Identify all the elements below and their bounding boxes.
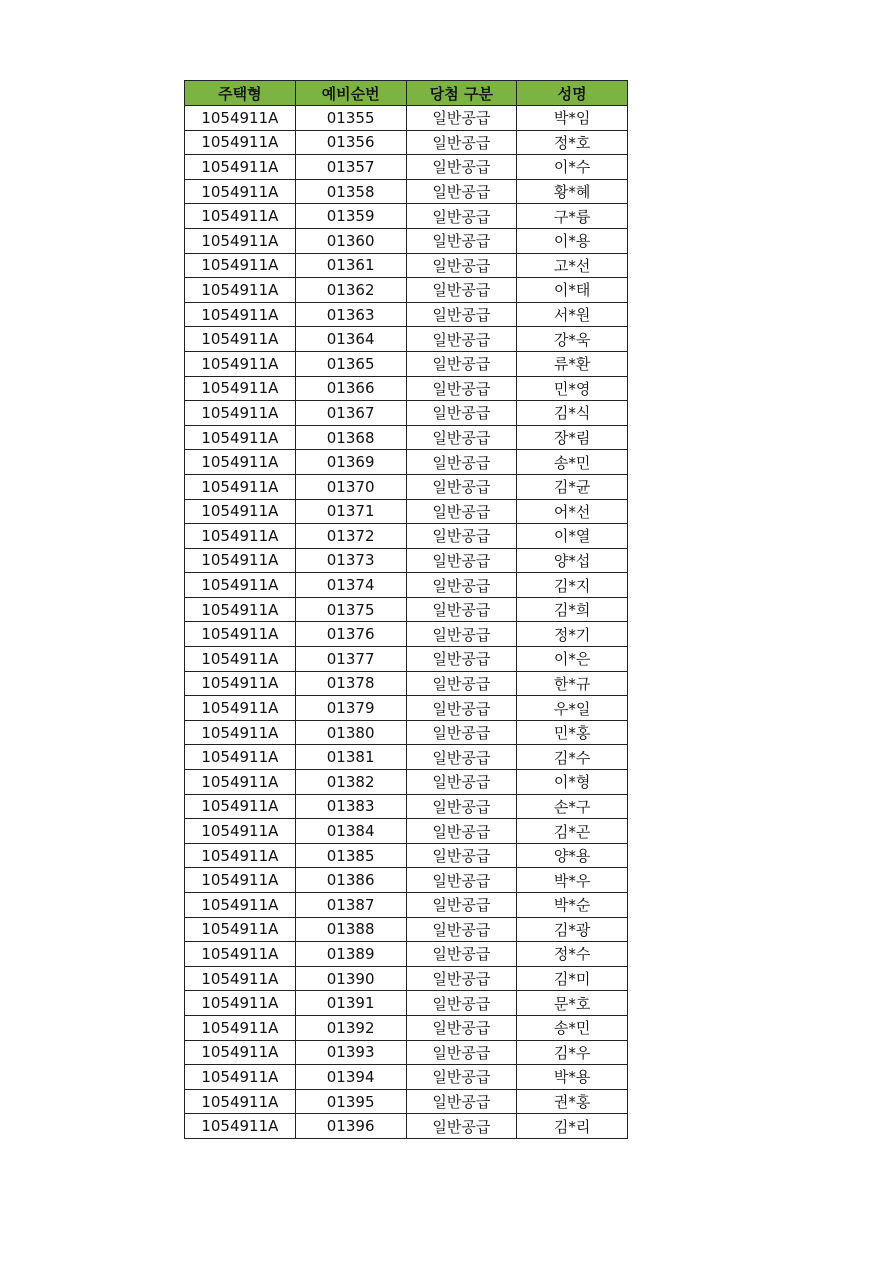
cell-reserve-number: 01370 [295, 474, 406, 499]
cell-housing-type: 1054911A [185, 1089, 296, 1114]
cell-reserve-number: 01365 [295, 351, 406, 376]
table-row [185, 499, 628, 524]
cell-reserve-number: 01374 [295, 573, 406, 598]
cell-name: 정*호 [517, 130, 628, 155]
cell-winner-category: 일반공급 [406, 819, 517, 844]
cell-housing-type: 1054911A [185, 474, 296, 499]
cell-name: 고*선 [517, 253, 628, 278]
cell-housing-type: 1054911A [185, 278, 296, 303]
cell-name: 정*기 [517, 622, 628, 647]
cell-housing-type: 1054911A [185, 819, 296, 844]
table-row [185, 622, 628, 647]
cell-reserve-number: 01391 [295, 991, 406, 1016]
cell-housing-type: 1054911A [185, 401, 296, 426]
cell-winner-category: 일반공급 [406, 106, 517, 131]
table-row [185, 425, 628, 450]
header-reserve-number: 예비순번 [295, 81, 406, 106]
table-row [185, 376, 628, 401]
table-row [185, 1065, 628, 1090]
table-row [185, 278, 628, 303]
cell-winner-category: 일반공급 [406, 1114, 517, 1139]
cell-reserve-number: 01358 [295, 179, 406, 204]
cell-winner-category: 일반공급 [406, 671, 517, 696]
cell-name: 김*균 [517, 474, 628, 499]
cell-housing-type: 1054911A [185, 1015, 296, 1040]
table-row [185, 179, 628, 204]
table-row [185, 524, 628, 549]
cell-reserve-number: 01357 [295, 155, 406, 180]
cell-winner-category: 일반공급 [406, 573, 517, 598]
table-row [185, 548, 628, 573]
cell-winner-category: 일반공급 [406, 917, 517, 942]
table-row [185, 327, 628, 352]
cell-housing-type: 1054911A [185, 179, 296, 204]
cell-reserve-number: 01381 [295, 745, 406, 770]
cell-reserve-number: 01396 [295, 1114, 406, 1139]
cell-name: 박*순 [517, 893, 628, 918]
cell-reserve-number: 01389 [295, 942, 406, 967]
table-row [185, 917, 628, 942]
cell-name: 서*원 [517, 302, 628, 327]
cell-name: 김*광 [517, 917, 628, 942]
cell-housing-type: 1054911A [185, 720, 296, 745]
table-row [185, 671, 628, 696]
cell-winner-category: 일반공급 [406, 868, 517, 893]
cell-name: 류*환 [517, 351, 628, 376]
cell-reserve-number: 01380 [295, 720, 406, 745]
cell-name: 이*수 [517, 155, 628, 180]
table-row [185, 647, 628, 672]
cell-name: 한*규 [517, 671, 628, 696]
cell-name: 민*영 [517, 376, 628, 401]
cell-winner-category: 일반공급 [406, 1015, 517, 1040]
cell-housing-type: 1054911A [185, 573, 296, 598]
table-row [185, 745, 628, 770]
cell-housing-type: 1054911A [185, 622, 296, 647]
table-row [185, 106, 628, 131]
cell-winner-category: 일반공급 [406, 770, 517, 795]
cell-reserve-number: 01371 [295, 499, 406, 524]
cell-reserve-number: 01361 [295, 253, 406, 278]
cell-housing-type: 1054911A [185, 1040, 296, 1065]
table-row [185, 843, 628, 868]
cell-name: 이*용 [517, 228, 628, 253]
table-row [185, 942, 628, 967]
cell-winner-category: 일반공급 [406, 745, 517, 770]
cell-winner-category: 일반공급 [406, 843, 517, 868]
table-row [185, 696, 628, 721]
table-row [185, 351, 628, 376]
table-row [185, 597, 628, 622]
cell-reserve-number: 01379 [295, 696, 406, 721]
cell-housing-type: 1054911A [185, 524, 296, 549]
cell-name: 이*태 [517, 278, 628, 303]
cell-winner-category: 일반공급 [406, 401, 517, 426]
cell-winner-category: 일반공급 [406, 1065, 517, 1090]
table-row [185, 794, 628, 819]
cell-housing-type: 1054911A [185, 917, 296, 942]
table-row [185, 770, 628, 795]
header-row [185, 81, 628, 106]
cell-reserve-number: 01386 [295, 868, 406, 893]
cell-name: 구*륭 [517, 204, 628, 229]
cell-reserve-number: 01364 [295, 327, 406, 352]
cell-winner-category: 일반공급 [406, 893, 517, 918]
cell-winner-category: 일반공급 [406, 179, 517, 204]
cell-reserve-number: 01388 [295, 917, 406, 942]
cell-housing-type: 1054911A [185, 1065, 296, 1090]
cell-winner-category: 일반공급 [406, 548, 517, 573]
cell-housing-type: 1054911A [185, 745, 296, 770]
table-row [185, 228, 628, 253]
cell-reserve-number: 01390 [295, 966, 406, 991]
cell-winner-category: 일반공급 [406, 991, 517, 1016]
cell-name: 송*민 [517, 1015, 628, 1040]
cell-name: 황*혜 [517, 179, 628, 204]
cell-reserve-number: 01385 [295, 843, 406, 868]
cell-reserve-number: 01387 [295, 893, 406, 918]
cell-name: 김*우 [517, 1040, 628, 1065]
cell-housing-type: 1054911A [185, 696, 296, 721]
cell-reserve-number: 01372 [295, 524, 406, 549]
cell-housing-type: 1054911A [185, 351, 296, 376]
table-row [185, 155, 628, 180]
cell-reserve-number: 01359 [295, 204, 406, 229]
cell-winner-category: 일반공급 [406, 647, 517, 672]
cell-winner-category: 일반공급 [406, 278, 517, 303]
cell-reserve-number: 01366 [295, 376, 406, 401]
cell-housing-type: 1054911A [185, 893, 296, 918]
cell-housing-type: 1054911A [185, 155, 296, 180]
cell-name: 박*임 [517, 106, 628, 131]
cell-housing-type: 1054911A [185, 499, 296, 524]
cell-winner-category: 일반공급 [406, 597, 517, 622]
cell-winner-category: 일반공급 [406, 499, 517, 524]
cell-name: 손*구 [517, 794, 628, 819]
cell-reserve-number: 01376 [295, 622, 406, 647]
cell-housing-type: 1054911A [185, 106, 296, 131]
table-row [185, 893, 628, 918]
cell-winner-category: 일반공급 [406, 450, 517, 475]
table-row [185, 1040, 628, 1065]
cell-winner-category: 일반공급 [406, 524, 517, 549]
cell-housing-type: 1054911A [185, 204, 296, 229]
table-row [185, 573, 628, 598]
table-row [185, 1114, 628, 1139]
cell-winner-category: 일반공급 [406, 327, 517, 352]
table-row [185, 302, 628, 327]
cell-housing-type: 1054911A [185, 327, 296, 352]
cell-name: 박*용 [517, 1065, 628, 1090]
cell-name: 이*형 [517, 770, 628, 795]
cell-winner-category: 일반공급 [406, 228, 517, 253]
reserve-winner-table [184, 80, 628, 1139]
cell-winner-category: 일반공급 [406, 1040, 517, 1065]
cell-name: 민*홍 [517, 720, 628, 745]
cell-name: 강*욱 [517, 327, 628, 352]
cell-name: 양*섭 [517, 548, 628, 573]
cell-reserve-number: 01393 [295, 1040, 406, 1065]
cell-housing-type: 1054911A [185, 671, 296, 696]
cell-reserve-number: 01368 [295, 425, 406, 450]
cell-winner-category: 일반공급 [406, 720, 517, 745]
table-body [185, 106, 628, 1139]
cell-name: 정*수 [517, 942, 628, 967]
cell-housing-type: 1054911A [185, 843, 296, 868]
cell-name: 김*식 [517, 401, 628, 426]
table-row [185, 204, 628, 229]
cell-housing-type: 1054911A [185, 1114, 296, 1139]
cell-housing-type: 1054911A [185, 868, 296, 893]
cell-name: 김*희 [517, 597, 628, 622]
cell-housing-type: 1054911A [185, 647, 296, 672]
cell-reserve-number: 01384 [295, 819, 406, 844]
cell-name: 이*은 [517, 647, 628, 672]
cell-housing-type: 1054911A [185, 130, 296, 155]
cell-name: 김*리 [517, 1114, 628, 1139]
table-row [185, 450, 628, 475]
cell-reserve-number: 01363 [295, 302, 406, 327]
table-row [185, 1089, 628, 1114]
cell-housing-type: 1054911A [185, 991, 296, 1016]
table-row [185, 966, 628, 991]
cell-reserve-number: 01373 [295, 548, 406, 573]
cell-name: 김*미 [517, 966, 628, 991]
cell-reserve-number: 01362 [295, 278, 406, 303]
cell-winner-category: 일반공급 [406, 204, 517, 229]
cell-winner-category: 일반공급 [406, 351, 517, 376]
cell-reserve-number: 01383 [295, 794, 406, 819]
table-row [185, 130, 628, 155]
header-winner-category: 당첨 구분 [406, 81, 517, 106]
cell-name: 문*호 [517, 991, 628, 1016]
cell-reserve-number: 01382 [295, 770, 406, 795]
cell-winner-category: 일반공급 [406, 253, 517, 278]
cell-housing-type: 1054911A [185, 450, 296, 475]
cell-winner-category: 일반공급 [406, 155, 517, 180]
header-housing-type: 주택형 [185, 81, 296, 106]
cell-name: 송*민 [517, 450, 628, 475]
cell-name: 장*림 [517, 425, 628, 450]
cell-reserve-number: 01395 [295, 1089, 406, 1114]
cell-name: 김*곤 [517, 819, 628, 844]
cell-winner-category: 일반공급 [406, 622, 517, 647]
cell-winner-category: 일반공급 [406, 425, 517, 450]
cell-reserve-number: 01375 [295, 597, 406, 622]
table-row [185, 819, 628, 844]
cell-name: 박*우 [517, 868, 628, 893]
cell-winner-category: 일반공급 [406, 696, 517, 721]
cell-housing-type: 1054911A [185, 548, 296, 573]
table-row [185, 401, 628, 426]
cell-housing-type: 1054911A [185, 253, 296, 278]
cell-reserve-number: 01367 [295, 401, 406, 426]
cell-housing-type: 1054911A [185, 302, 296, 327]
cell-housing-type: 1054911A [185, 770, 296, 795]
cell-reserve-number: 01378 [295, 671, 406, 696]
cell-winner-category: 일반공급 [406, 794, 517, 819]
cell-name: 우*일 [517, 696, 628, 721]
table-row [185, 991, 628, 1016]
cell-winner-category: 일반공급 [406, 130, 517, 155]
header-name: 성명 [517, 81, 628, 106]
cell-winner-category: 일반공급 [406, 474, 517, 499]
cell-reserve-number: 01392 [295, 1015, 406, 1040]
cell-housing-type: 1054911A [185, 376, 296, 401]
cell-name: 양*용 [517, 843, 628, 868]
cell-winner-category: 일반공급 [406, 966, 517, 991]
cell-housing-type: 1054911A [185, 425, 296, 450]
table-row [185, 1015, 628, 1040]
cell-housing-type: 1054911A [185, 966, 296, 991]
cell-reserve-number: 01394 [295, 1065, 406, 1090]
cell-winner-category: 일반공급 [406, 376, 517, 401]
cell-winner-category: 일반공급 [406, 942, 517, 967]
table-row [185, 720, 628, 745]
cell-reserve-number: 01369 [295, 450, 406, 475]
cell-reserve-number: 01377 [295, 647, 406, 672]
cell-housing-type: 1054911A [185, 942, 296, 967]
table-row [185, 868, 628, 893]
cell-name: 이*열 [517, 524, 628, 549]
cell-housing-type: 1054911A [185, 597, 296, 622]
cell-name: 어*선 [517, 499, 628, 524]
cell-winner-category: 일반공급 [406, 1089, 517, 1114]
winner-list-sheet [184, 80, 627, 1139]
cell-name: 김*지 [517, 573, 628, 598]
cell-reserve-number: 01355 [295, 106, 406, 131]
cell-reserve-number: 01360 [295, 228, 406, 253]
cell-housing-type: 1054911A [185, 228, 296, 253]
table-header [185, 81, 628, 106]
table-row [185, 253, 628, 278]
table-row [185, 474, 628, 499]
cell-winner-category: 일반공급 [406, 302, 517, 327]
cell-reserve-number: 01356 [295, 130, 406, 155]
cell-name: 권*홍 [517, 1089, 628, 1114]
cell-name: 김*수 [517, 745, 628, 770]
cell-housing-type: 1054911A [185, 794, 296, 819]
